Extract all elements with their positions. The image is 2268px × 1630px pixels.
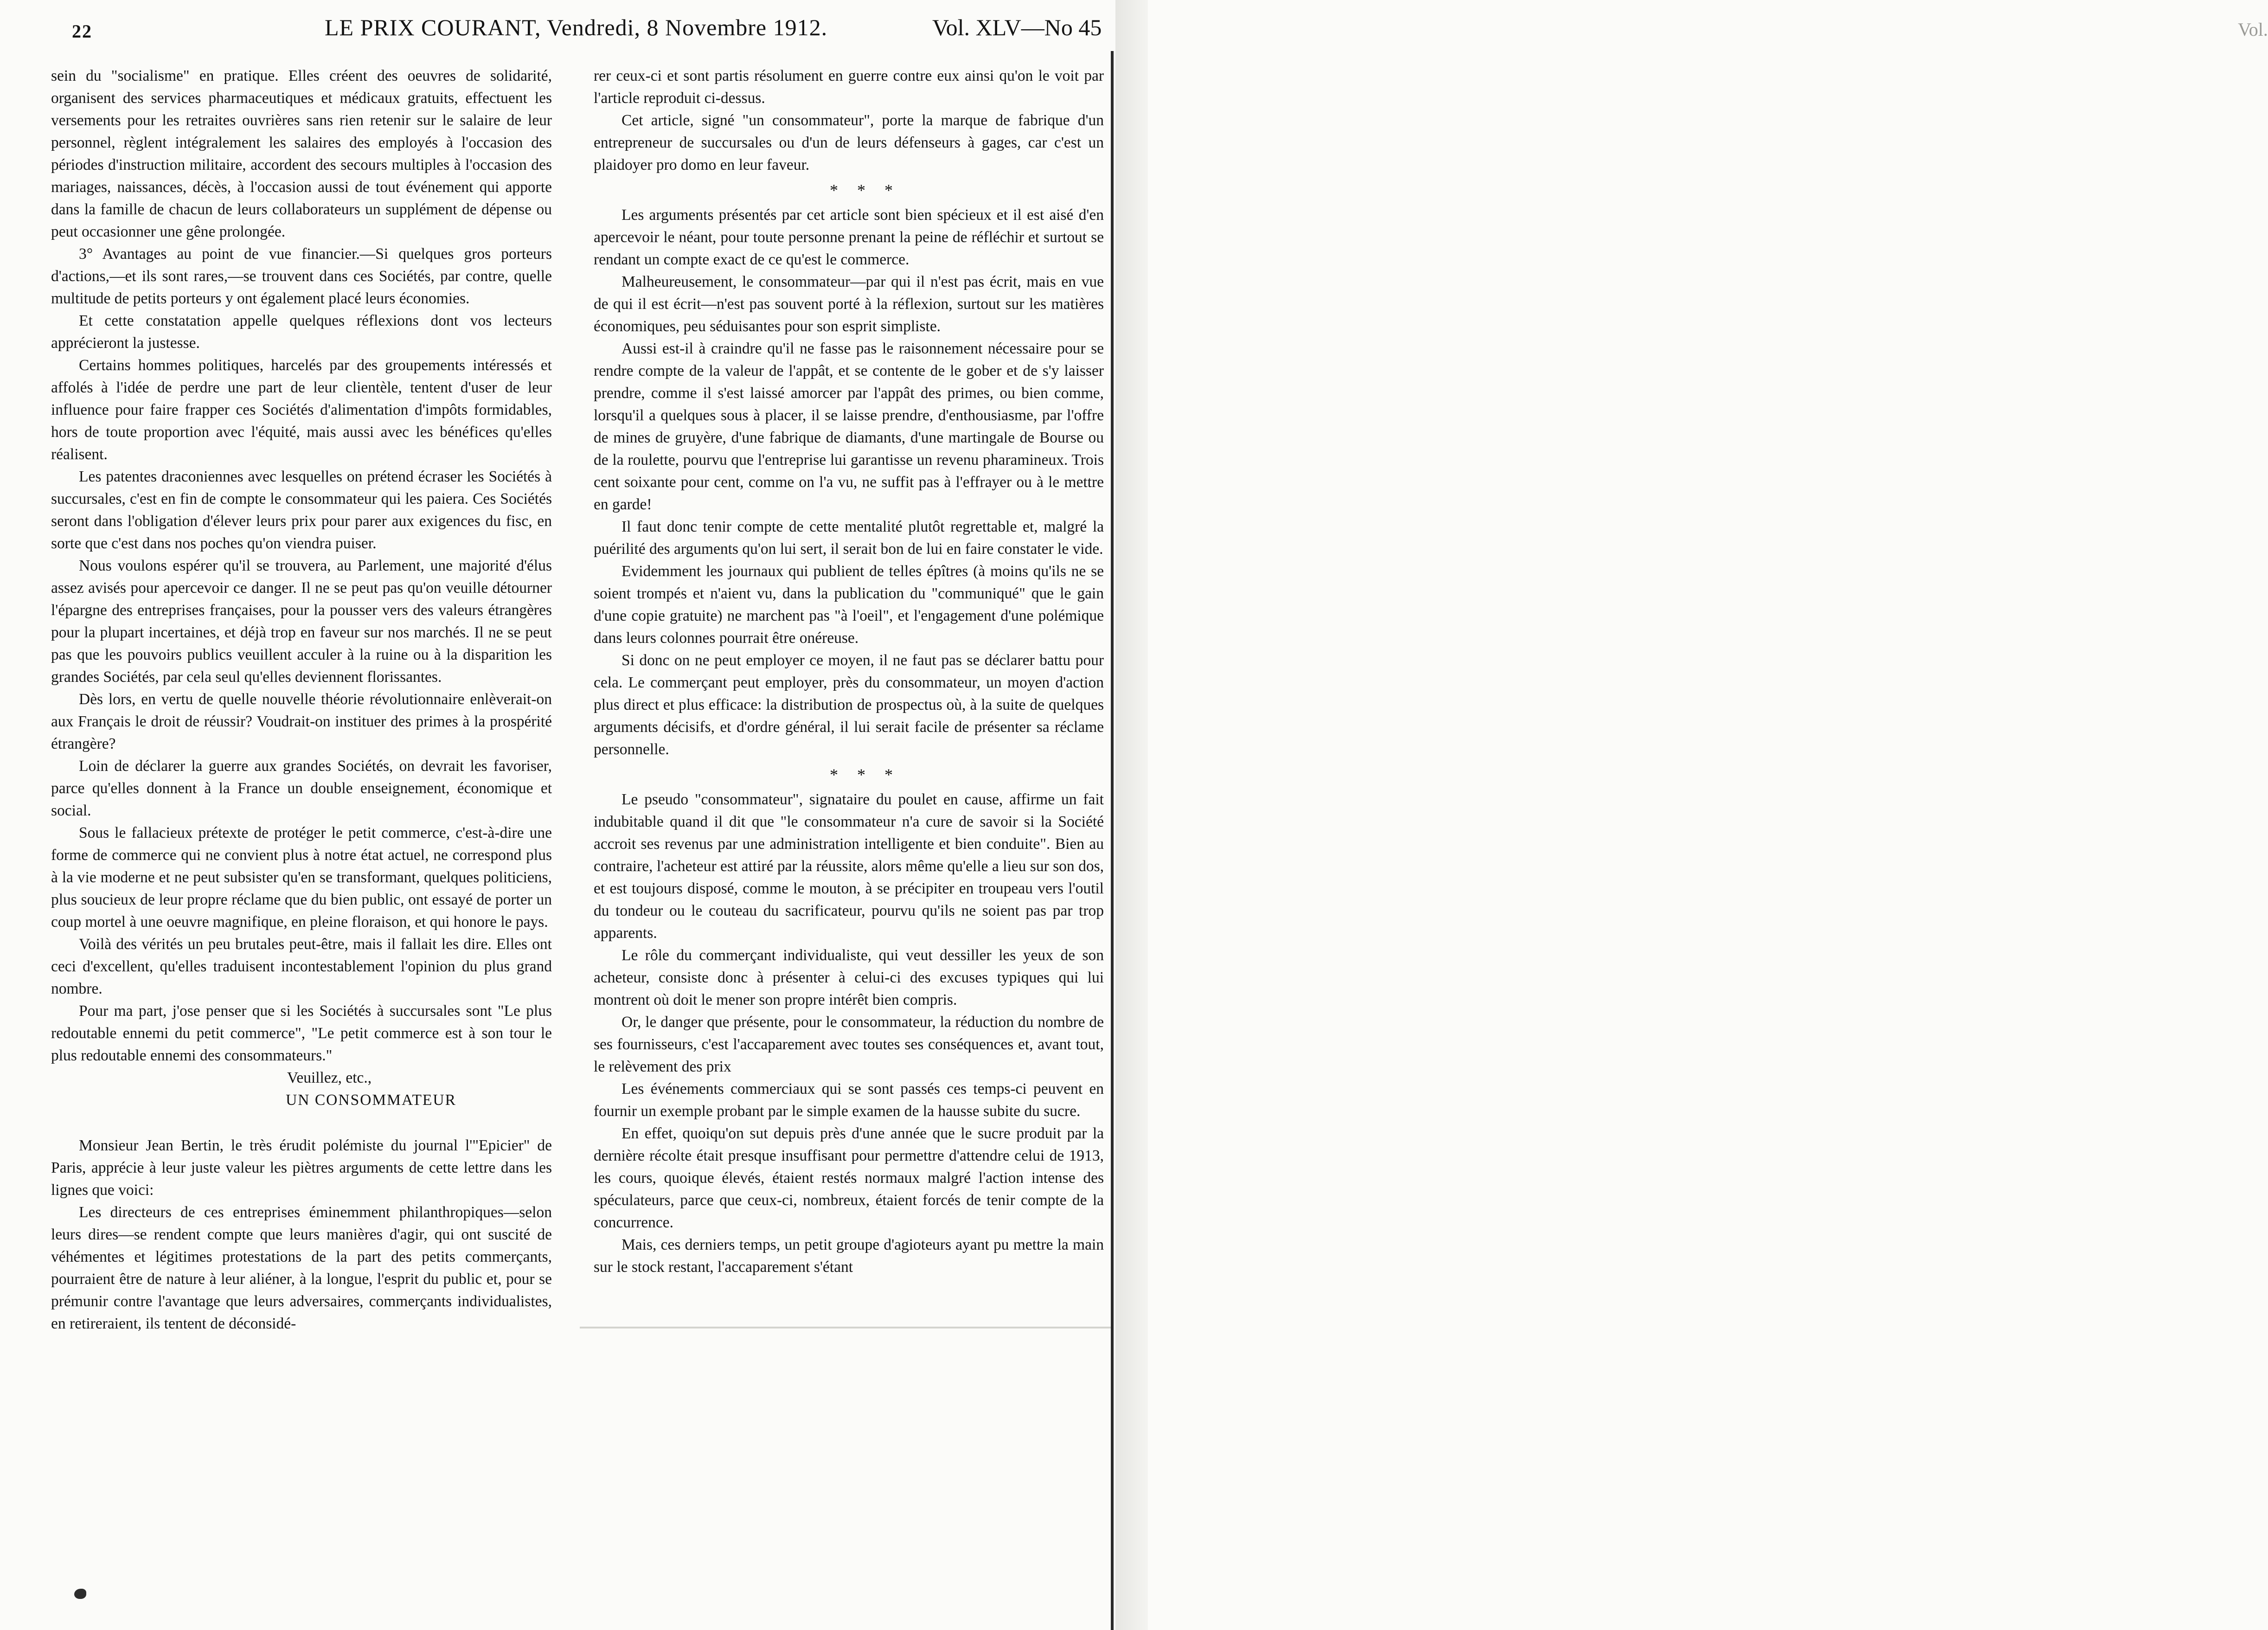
paragraph: Les événements commerciaux qui se sont passés ces temps-ci peuvent en fournir un exemple probant par le simple examen de la hausse subite du sucre. xyxy=(594,1080,1104,1120)
paragraph: Monsieur Jean Bertin, le très érudit polémiste du journal l'"Epicier" de Paris, apprécie à leur juste valeur les piètres arguments de cette lettre dans les lignes que voici: xyxy=(51,1137,552,1199)
paragraph: 3° Avantages au point de vue financier.—Si quelques gros porteurs d'actions,—et ils sont rares,—se trouvent dans ces Sociétés, par contre, quelle multitude de petits porteurs y ont également placé leurs économies. xyxy=(51,245,552,307)
ink-smudge xyxy=(74,1589,86,1599)
paragraph: Malheureusement, le consommateur—par qui il n'est pas écrit, mais en vue de qui il est écrit—n'est pas souvent porté à la réflexion, surtout sur les matières économiques, peu séduisantes pour son esprit simpliste. xyxy=(594,273,1104,335)
paragraph: Voilà des vérités un peu brutales peut-être, mais il fallait les dire. Elles ont ceci d'excellent, qu'elles traduisent incontestablement l'opinion du plus grand nombre. xyxy=(51,936,552,997)
paragraph: Dès lors, en vertu de quelle nouvelle théorie révolutionnaire enlèverait-on aux Français le droit de réussir? Voudrait-on instituer des primes à la prospérité étrangère? xyxy=(51,691,552,752)
page-edge-rule xyxy=(1111,51,1114,1630)
paragraph: Loin de déclarer la guerre aux grandes Sociétés, on devrait les favoriser, parce qu'elles donnent à la France un double enseignement, économique et social. xyxy=(51,757,552,819)
paragraph: Nous voulons espérer qu'il se trouvera, au Parlement, une majorité d'élus assez avisés pour apercevoir ce danger. Il ne se peut pas qu'on veuille détourner l'épargne des entreprises françaises, pour la pousser vers des valeurs étrangères pour la plupart incertaines, et déjà trop en faveur sur nos marchés. Il ne se peut pas que les pouvoirs publics veuillent acculer à la ruine ou à la disparition les grandes Sociétés, par cela seul qu'elles deviennent florissantes. xyxy=(51,557,552,686)
paragraph: Les patentes draconiennes avec lesquelles on prétend écraser les Sociétés à succursales, c'est en fin de compte le consommateur qui les paiera. Ces Sociétés seront dans l'obligation d'élever leurs prix pour parer aux exigences du fisc, en sorte que c'est dans nos poches qu'on viendra puiser. xyxy=(51,468,552,552)
paragraph: Il faut donc tenir compte de cette mentalité plutôt regrettable et, malgré la puérilité des arguments qu'on lui sert, il serait bon de lui en faire constater le vide. xyxy=(594,518,1104,558)
section-separator: * * * xyxy=(830,181,900,199)
paragraph: rer ceux-ci et sont partis résolument en guerre contre eux ainsi qu'on le voit par l'article reproduit ci-dessus. xyxy=(594,67,1104,107)
paragraph: Or, le danger que présente, pour le consommateur, la réduction du nombre de ses fournisseurs, c'est l'accaparement avec toutes ses conséquences et, avant tout, le relèvement des prix xyxy=(594,1014,1104,1075)
paragraph: Les directeurs de ces entreprises éminemment philanthropiques—selon leurs dires—se rendent compte que leurs manières d'agir, qui ont suscité de véhémentes et légitimes protestations de la part des petits commerçants, pourraient être de nature à leur aliéner, à la longue, l'esprit du public et, pour se prémunir contre l'avantage que leurs adversaires, commerçants individualistes, en retireraient, ils tentent de déconsidé- xyxy=(51,1204,552,1332)
letter-signature: UN CONSOMMATEUR xyxy=(286,1091,456,1109)
volume-number: Vol. XLV—No 45 xyxy=(932,14,1102,40)
section-separator: * * * xyxy=(830,765,900,784)
paragraph: Le rôle du commerçant individualiste, qui veut dessiller les yeux de son acheteur, consiste donc à présenter à celui-ci des excuses typiques qui lui montrent où doit le mener son propre intérêt bien compris. xyxy=(594,947,1104,1008)
paragraph: Mais, ces derniers temps, un petit groupe d'agioteurs ayant pu mettre la main sur le stock restant, l'accaparement s'étant xyxy=(594,1236,1104,1276)
paragraph: Sous le fallacieux prétexte de protéger le petit commerce, c'est-à-dire une forme de commerce qui ne convient plus à notre état actuel, ne correspond plus à la vie moderne et ne peut subsister qu'en se transformant, quelques politiciens, plus soucieux de leur propre réclame que du bien public, ont essayé de porter un coup mortel à une oeuvre magnifique, en pleine floraison, et qui honore le pays. xyxy=(51,824,552,931)
paragraph: Si donc on ne peut employer ce moyen, il ne faut pas se déclarer battu pour cela. Le commerçant peut employer, près du consommateur, un moyen d'action plus direct et plus efficace: la distribution de prospectus où, à la suite de quelques arguments décisifs, et d'ordre général, il lui serait facile de présenter sa réclame personnelle. xyxy=(594,652,1104,758)
next-page-bleed xyxy=(1115,0,2268,1630)
paragraph: Les arguments présentés par cet article sont bien spécieux et il est aisé d'en apercevoir le néant, pour toute personne prenant la peine de réfléchir et surtout se rendant un compte exact de ce qu'est le commerce. xyxy=(594,206,1104,268)
paragraph: Pour ma part, j'ose penser que si les Sociétés à succursales sont "Le plus redoutable ennemi du petit commerce", "Le petit commerce est à son tour le plus redoutable ennemi des consommateurs." xyxy=(51,1002,552,1064)
next-page-bleed-text: Vol. xyxy=(2238,19,2268,40)
paragraph: Certains hommes politiques, harcelés par des groupements intéressés et affolés à l'idée de perdre une part de leur clientèle, tentent d'user de leur influence pour faire frapper ces Sociétés d'alimentation d'impôts formidables, hors de toute proportion avec l'équité, mais aussi avec les bénéfices qu'elles réalisent. xyxy=(51,357,552,463)
paragraph: Et cette constatation appelle quelques réflexions dont vos lecteurs apprécieront la justesse. xyxy=(51,312,552,352)
paragraph: Evidemment les journaux qui publient de telles épîtres (à moins qu'ils ne se soient trompés et n'aient vu, dans la publication du "communiqué" que le gain d'une copie gratuite) ne marchent pas "à l'oeil", et l'engagement d'une polémique dans leurs colonnes pourrait être onéreuse. xyxy=(594,563,1104,647)
letter-closing: Veuillez, etc., xyxy=(287,1069,372,1086)
paragraph: sein du "socialisme" en pratique. Elles créent des oeuvres de solidarité, organisent des services pharmaceutiques et médicaux gratuits, effectuent les versements pour les retraites ouvrières sans rien retenir sur le salaire de leur personnel, règlent intégralement les salaires des employés à l'occasion des périodes d'instruction militaire, accordent des secours multiples à l'occasion des mariages, naissances, décès, à l'occasion aussi de tout événement qui apporte dans la famille de chacun de leurs collaborateurs un supplément de dépense ou peut occasionner une gêne prolongée. xyxy=(51,67,552,240)
paragraph: Le pseudo "consommateur", signataire du poulet en cause, affirme un fait indubitable quand il dit que "le consommateur n'a cure de savoir si la Société accroit ses revenus par une administration intelligente et bien conduite". Bien au contraire, l'acheteur est attiré par la réussite, alors même qu'elle a lieu sur son dos, et est toujours disposé, comme le mouton, à se précipiter en troupeau vers l'outil du tondeur ou le couteau du sacrificateur, pourvu qu'ils ne soient pas par trop apparents. xyxy=(594,791,1104,942)
left-column xyxy=(51,65,552,1335)
page-number: 22 xyxy=(72,21,92,42)
paper-fold-line xyxy=(580,1327,1113,1328)
paragraph: Cet article, signé "un consommateur", porte la marque de fabrique d'un entrepreneur de succursales ou d'un de leurs défenseurs à gages, car c'est un plaidoyer pro domo en leur faveur. xyxy=(594,112,1104,173)
right-column xyxy=(594,65,1104,1278)
paragraph: En effet, quoiqu'on sut depuis près d'une année que le sucre produit par la dernière récolte était presque insuffisant pour permettre d'attendre celui de 1913, les cours, quoique élevés, étaient restés normaux malgré l'action intense des spéculateurs, parce que ceux-ci, nombreux, étaient forcés de tenir compte de la concurrence. xyxy=(594,1125,1104,1231)
paragraph: Aussi est-il à craindre qu'il ne fasse pas le raisonnement nécessaire pour se rendre compte de la valeur de l'appât, et se contente de le gober et de s'y laisser prendre, comme il s'est laissé amorcer par l'appât des primes, ou bien comme, lorsqu'il a quelques sous à placer, il se laisse prendre, d'enthousiasme, par l'offre de mines de gruyère, d'une fabrique de diamants, d'une martingale de Bourse ou de la roulette, pourvu que l'entreprise lui garantisse un revenu pharamineux. Trois cent soixante pour cent, comme on l'a vu, ne suffit pas à l'effrayer ou à le mettre en garde! xyxy=(594,340,1104,513)
masthead-title: LE PRIX COURANT, Vendredi, 8 Novembre 1912. xyxy=(325,14,828,40)
page-header xyxy=(51,14,1102,46)
